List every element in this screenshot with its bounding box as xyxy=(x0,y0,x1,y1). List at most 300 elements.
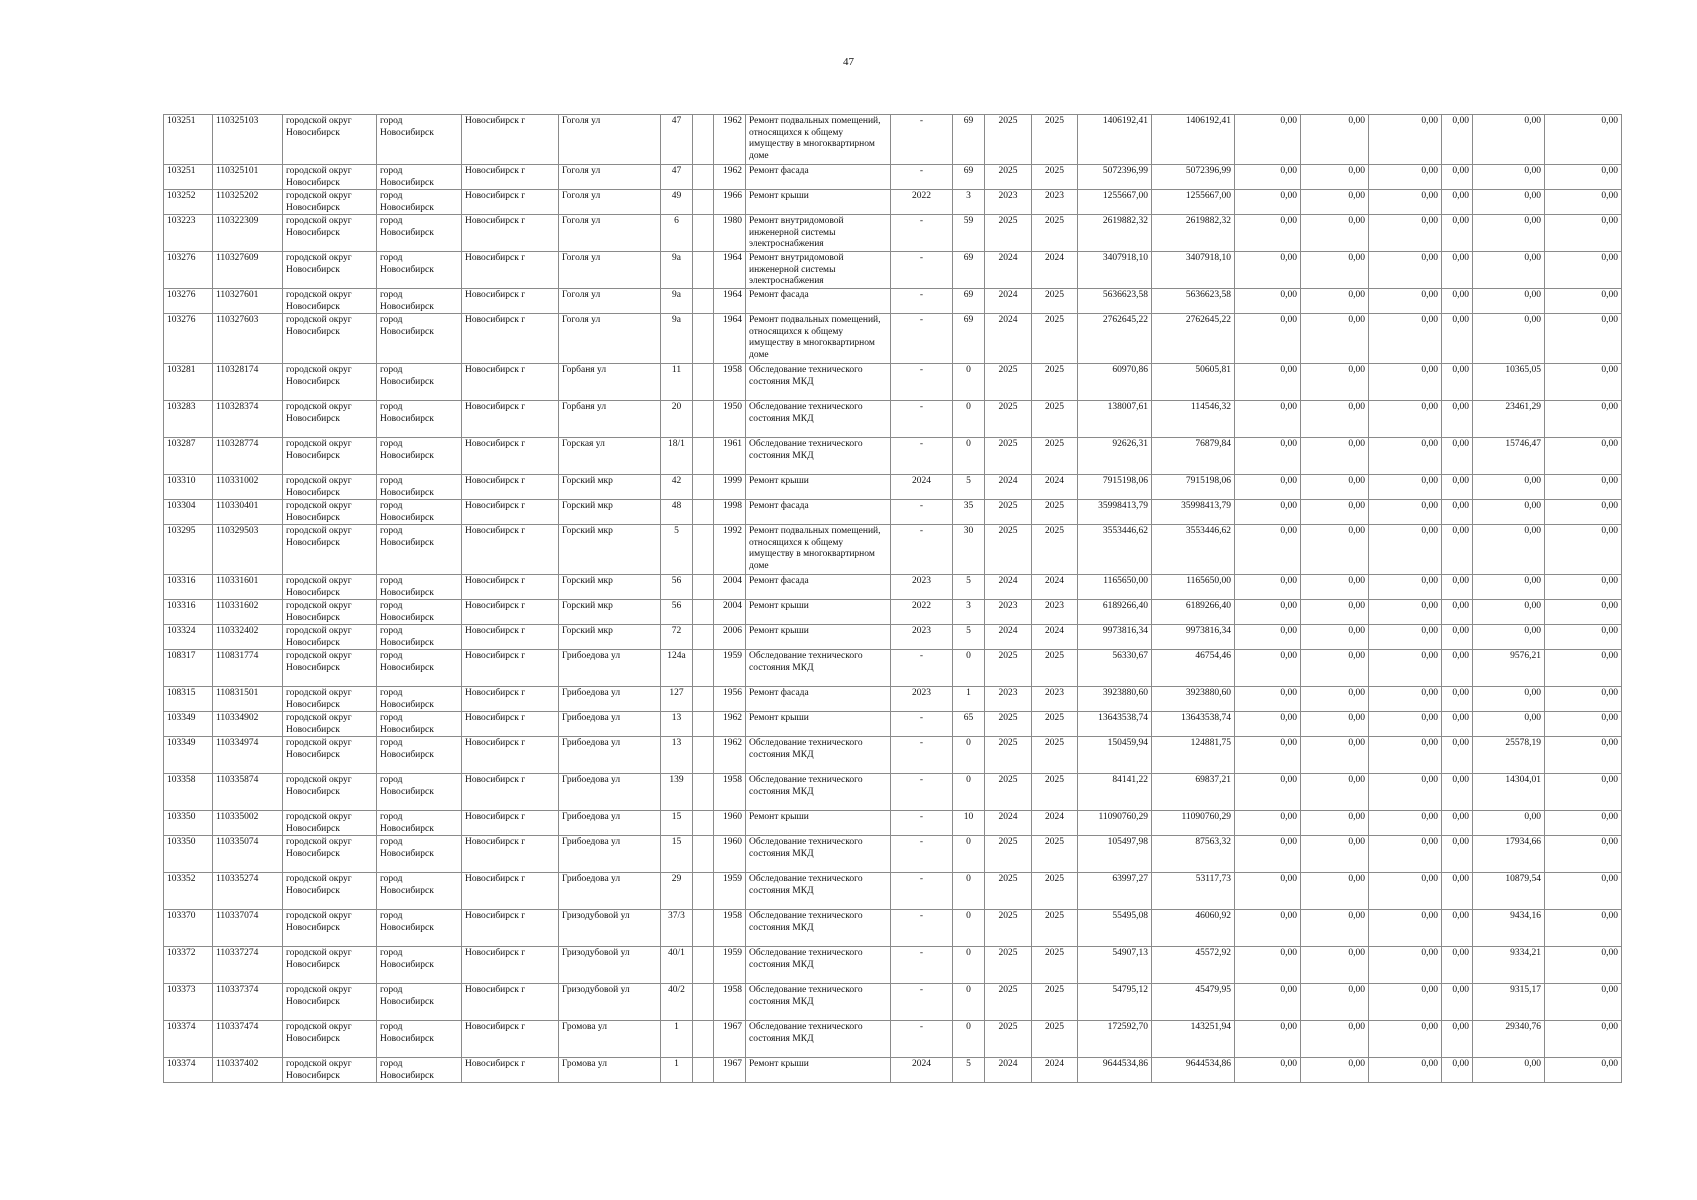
cell-build-year: 1959 xyxy=(714,650,746,687)
table-row xyxy=(164,401,1622,438)
cell-fund-amount: 1406192,41 xyxy=(1152,115,1235,165)
cell-municipal-funds: 0,00 xyxy=(1369,364,1442,401)
cell-total-cost: 3923880,60 xyxy=(1078,687,1152,712)
cell-plan-start-year: 2025 xyxy=(985,737,1032,774)
cell-wear-percent: 0 xyxy=(953,401,985,438)
cell-house-code: 103324 xyxy=(164,625,213,650)
cell-building xyxy=(693,215,714,252)
cell-plan-end-year: 2025 xyxy=(1032,737,1078,774)
cell-build-year: 1958 xyxy=(714,910,746,947)
cell-street: Гоголя ул xyxy=(559,314,661,364)
cell-municipal-district: городской округ Новосибирск xyxy=(283,774,377,811)
cell-house-number: 1 xyxy=(661,1058,693,1083)
cell-plan-start-year: 2023 xyxy=(985,190,1032,215)
cell-federal-funds: 0,00 xyxy=(1235,364,1301,401)
table-row xyxy=(164,525,1622,575)
cell-build-year: 1960 xyxy=(714,836,746,873)
cell-other-funds: 0,00 xyxy=(1442,575,1473,600)
cell-municipal-district: городской округ Новосибирск xyxy=(283,190,377,215)
cell-total-cost: 35998413,79 xyxy=(1078,500,1152,525)
cell-other-funds: 0,00 xyxy=(1442,215,1473,252)
cell-total-cost: 55495,08 xyxy=(1078,910,1152,947)
cell-other-funds: 0,00 xyxy=(1442,1021,1473,1058)
cell-house-code: 103276 xyxy=(164,314,213,364)
cell-federal-funds: 0,00 xyxy=(1235,774,1301,811)
cell-prior-repair-year: - xyxy=(891,873,953,910)
cell-fund-amount: 87563,32 xyxy=(1152,836,1235,873)
cell-street: Горбаня ул xyxy=(559,401,661,438)
cell-extra-funds: 0,00 xyxy=(1545,811,1622,836)
cell-plan-start-year: 2025 xyxy=(985,500,1032,525)
cell-extra-funds: 0,00 xyxy=(1545,575,1622,600)
table-row xyxy=(164,252,1622,289)
cell-settlement: город Новосибирск xyxy=(377,836,462,873)
cell-prior-repair-year: 2024 xyxy=(891,1058,953,1083)
cell-building xyxy=(693,190,714,215)
cell-municipal-district: городской округ Новосибирск xyxy=(283,811,377,836)
cell-wear-percent: 0 xyxy=(953,737,985,774)
cell-city: Новосибирск г xyxy=(462,712,559,737)
cell-build-year: 1960 xyxy=(714,811,746,836)
cell-municipal-district: городской округ Новосибирск xyxy=(283,252,377,289)
cell-build-year: 1958 xyxy=(714,774,746,811)
cell-owners-funds: 0,00 xyxy=(1473,625,1545,650)
cell-regional-funds: 0,00 xyxy=(1301,836,1369,873)
cell-plan-start-year: 2025 xyxy=(985,984,1032,1021)
cell-work-code: 110330401 xyxy=(213,500,283,525)
cell-plan-start-year: 2025 xyxy=(985,438,1032,475)
cell-house-number: 47 xyxy=(661,165,693,190)
cell-house-number: 47 xyxy=(661,115,693,165)
cell-plan-end-year: 2025 xyxy=(1032,314,1078,364)
cell-house-number: 72 xyxy=(661,625,693,650)
cell-plan-start-year: 2024 xyxy=(985,575,1032,600)
cell-work-type: Обследование технического состояния МКД xyxy=(746,438,891,475)
cell-municipal-district: городской округ Новосибирск xyxy=(283,289,377,314)
cell-federal-funds: 0,00 xyxy=(1235,712,1301,737)
cell-prior-repair-year: - xyxy=(891,947,953,984)
cell-plan-end-year: 2024 xyxy=(1032,475,1078,500)
cell-wear-percent: 0 xyxy=(953,650,985,687)
cell-owners-funds: 10365,05 xyxy=(1473,364,1545,401)
cell-municipal-funds: 0,00 xyxy=(1369,687,1442,712)
cell-federal-funds: 0,00 xyxy=(1235,215,1301,252)
cell-municipal-district: городской округ Новосибирск xyxy=(283,1058,377,1083)
cell-municipal-district: городской округ Новосибирск xyxy=(283,712,377,737)
cell-federal-funds: 0,00 xyxy=(1235,190,1301,215)
cell-plan-end-year: 2025 xyxy=(1032,115,1078,165)
cell-wear-percent: 5 xyxy=(953,575,985,600)
cell-municipal-funds: 0,00 xyxy=(1369,165,1442,190)
cell-work-code: 110331601 xyxy=(213,575,283,600)
cell-city: Новосибирск г xyxy=(462,687,559,712)
cell-wear-percent: 0 xyxy=(953,984,985,1021)
cell-plan-end-year: 2025 xyxy=(1032,401,1078,438)
cell-fund-amount: 76879,84 xyxy=(1152,438,1235,475)
cell-federal-funds: 0,00 xyxy=(1235,625,1301,650)
cell-extra-funds: 0,00 xyxy=(1545,984,1622,1021)
cell-build-year: 1967 xyxy=(714,1058,746,1083)
cell-regional-funds: 0,00 xyxy=(1301,687,1369,712)
cell-wear-percent: 59 xyxy=(953,215,985,252)
cell-wear-percent: 0 xyxy=(953,947,985,984)
cell-building xyxy=(693,1021,714,1058)
cell-build-year: 1958 xyxy=(714,984,746,1021)
cell-plan-end-year: 2025 xyxy=(1032,438,1078,475)
cell-street: Грибоедова ул xyxy=(559,687,661,712)
cell-extra-funds: 0,00 xyxy=(1545,401,1622,438)
cell-municipal-funds: 0,00 xyxy=(1369,811,1442,836)
cell-work-type: Ремонт подвальных помещений, относящихся к общему имуществу в многоквартирном доме xyxy=(746,115,891,165)
cell-federal-funds: 0,00 xyxy=(1235,525,1301,575)
cell-street: Горская ул xyxy=(559,438,661,475)
cell-municipal-district: городской округ Новосибирск xyxy=(283,737,377,774)
cell-municipal-district: городской округ Новосибирск xyxy=(283,984,377,1021)
cell-prior-repair-year: - xyxy=(891,500,953,525)
cell-building xyxy=(693,687,714,712)
cell-settlement: город Новосибирск xyxy=(377,947,462,984)
cell-plan-end-year: 2025 xyxy=(1032,215,1078,252)
cell-other-funds: 0,00 xyxy=(1442,836,1473,873)
cell-building xyxy=(693,774,714,811)
cell-house-code: 103223 xyxy=(164,215,213,252)
cell-owners-funds: 0,00 xyxy=(1473,475,1545,500)
cell-wear-percent: 30 xyxy=(953,525,985,575)
cell-extra-funds: 0,00 xyxy=(1545,873,1622,910)
cell-city: Новосибирск г xyxy=(462,947,559,984)
cell-building xyxy=(693,252,714,289)
cell-other-funds: 0,00 xyxy=(1442,873,1473,910)
cell-city: Новосибирск г xyxy=(462,737,559,774)
cell-building xyxy=(693,836,714,873)
cell-street: Громова ул xyxy=(559,1058,661,1083)
cell-work-type: Ремонт крыши xyxy=(746,1058,891,1083)
cell-prior-repair-year: 2023 xyxy=(891,687,953,712)
cell-wear-percent: 1 xyxy=(953,687,985,712)
cell-municipal-funds: 0,00 xyxy=(1369,525,1442,575)
cell-municipal-funds: 0,00 xyxy=(1369,190,1442,215)
cell-house-code: 103276 xyxy=(164,289,213,314)
cell-work-type: Обследование технического состояния МКД xyxy=(746,774,891,811)
cell-regional-funds: 0,00 xyxy=(1301,475,1369,500)
cell-street: Горский мкр xyxy=(559,475,661,500)
cell-wear-percent: 69 xyxy=(953,252,985,289)
cell-city: Новосибирск г xyxy=(462,364,559,401)
cell-plan-start-year: 2025 xyxy=(985,947,1032,984)
cell-building xyxy=(693,314,714,364)
cell-municipal-district: городской округ Новосибирск xyxy=(283,650,377,687)
cell-other-funds: 0,00 xyxy=(1442,475,1473,500)
cell-settlement: город Новосибирск xyxy=(377,289,462,314)
cell-house-number: 9а xyxy=(661,314,693,364)
cell-street: Гризодубовой ул xyxy=(559,910,661,947)
cell-settlement: город Новосибирск xyxy=(377,314,462,364)
cell-settlement: город Новосибирск xyxy=(377,252,462,289)
cell-house-number: 48 xyxy=(661,500,693,525)
cell-owners-funds: 14304,01 xyxy=(1473,774,1545,811)
cell-federal-funds: 0,00 xyxy=(1235,811,1301,836)
cell-work-code: 110327609 xyxy=(213,252,283,289)
cell-fund-amount: 143251,94 xyxy=(1152,1021,1235,1058)
cell-federal-funds: 0,00 xyxy=(1235,984,1301,1021)
cell-other-funds: 0,00 xyxy=(1442,712,1473,737)
cell-owners-funds: 0,00 xyxy=(1473,289,1545,314)
cell-other-funds: 0,00 xyxy=(1442,289,1473,314)
cell-fund-amount: 46060,92 xyxy=(1152,910,1235,947)
cell-plan-end-year: 2025 xyxy=(1032,500,1078,525)
cell-prior-repair-year: - xyxy=(891,774,953,811)
cell-other-funds: 0,00 xyxy=(1442,737,1473,774)
cell-total-cost: 2619882,32 xyxy=(1078,215,1152,252)
cell-work-code: 110327601 xyxy=(213,289,283,314)
cell-street: Горский мкр xyxy=(559,600,661,625)
cell-plan-end-year: 2025 xyxy=(1032,525,1078,575)
cell-city: Новосибирск г xyxy=(462,215,559,252)
cell-build-year: 1964 xyxy=(714,314,746,364)
cell-street: Гризодубовой ул xyxy=(559,984,661,1021)
cell-house-number: 18/1 xyxy=(661,438,693,475)
cell-city: Новосибирск г xyxy=(462,873,559,910)
cell-plan-end-year: 2024 xyxy=(1032,1058,1078,1083)
cell-house-number: 29 xyxy=(661,873,693,910)
cell-plan-end-year: 2025 xyxy=(1032,774,1078,811)
cell-house-code: 103252 xyxy=(164,190,213,215)
cell-plan-start-year: 2024 xyxy=(985,811,1032,836)
cell-municipal-district: городской округ Новосибирск xyxy=(283,364,377,401)
cell-wear-percent: 10 xyxy=(953,811,985,836)
cell-wear-percent: 0 xyxy=(953,364,985,401)
table-row xyxy=(164,314,1622,364)
cell-prior-repair-year: - xyxy=(891,115,953,165)
cell-work-type: Обследование технического состояния МКД xyxy=(746,650,891,687)
cell-owners-funds: 15746,47 xyxy=(1473,438,1545,475)
table-row xyxy=(164,873,1622,910)
table-row xyxy=(164,984,1622,1021)
cell-work-code: 110325101 xyxy=(213,165,283,190)
cell-settlement: город Новосибирск xyxy=(377,364,462,401)
cell-municipal-funds: 0,00 xyxy=(1369,401,1442,438)
cell-municipal-district: городской округ Новосибирск xyxy=(283,500,377,525)
cell-street: Гоголя ул xyxy=(559,252,661,289)
table-row xyxy=(164,712,1622,737)
cell-extra-funds: 0,00 xyxy=(1545,774,1622,811)
cell-plan-start-year: 2025 xyxy=(985,525,1032,575)
cell-building xyxy=(693,525,714,575)
cell-settlement: город Новосибирск xyxy=(377,575,462,600)
cell-fund-amount: 1255667,00 xyxy=(1152,190,1235,215)
cell-plan-start-year: 2025 xyxy=(985,712,1032,737)
cell-work-type: Ремонт фасада xyxy=(746,500,891,525)
cell-wear-percent: 0 xyxy=(953,1021,985,1058)
cell-total-cost: 2762645,22 xyxy=(1078,314,1152,364)
cell-municipal-district: городской округ Новосибирск xyxy=(283,165,377,190)
cell-prior-repair-year: - xyxy=(891,712,953,737)
cell-total-cost: 5636623,58 xyxy=(1078,289,1152,314)
cell-house-code: 103304 xyxy=(164,500,213,525)
cell-building xyxy=(693,873,714,910)
cell-municipal-funds: 0,00 xyxy=(1369,115,1442,165)
cell-federal-funds: 0,00 xyxy=(1235,500,1301,525)
cell-regional-funds: 0,00 xyxy=(1301,873,1369,910)
cell-plan-end-year: 2024 xyxy=(1032,625,1078,650)
cell-municipal-funds: 0,00 xyxy=(1369,836,1442,873)
cell-city: Новосибирск г xyxy=(462,600,559,625)
cell-street: Громова ул xyxy=(559,1021,661,1058)
cell-federal-funds: 0,00 xyxy=(1235,947,1301,984)
cell-build-year: 1999 xyxy=(714,475,746,500)
cell-city: Новосибирск г xyxy=(462,475,559,500)
cell-wear-percent: 0 xyxy=(953,910,985,947)
cell-extra-funds: 0,00 xyxy=(1545,252,1622,289)
cell-city: Новосибирск г xyxy=(462,774,559,811)
cell-federal-funds: 0,00 xyxy=(1235,873,1301,910)
cell-extra-funds: 0,00 xyxy=(1545,836,1622,873)
cell-street: Гоголя ул xyxy=(559,190,661,215)
table-row xyxy=(164,215,1622,252)
table-row xyxy=(164,165,1622,190)
cell-plan-end-year: 2024 xyxy=(1032,575,1078,600)
cell-other-funds: 0,00 xyxy=(1442,165,1473,190)
cell-work-code: 110332402 xyxy=(213,625,283,650)
cell-building xyxy=(693,289,714,314)
cell-prior-repair-year: - xyxy=(891,650,953,687)
cell-owners-funds: 9576,21 xyxy=(1473,650,1545,687)
cell-street: Грибоедова ул xyxy=(559,873,661,910)
cell-prior-repair-year: - xyxy=(891,289,953,314)
cell-settlement: город Новосибирск xyxy=(377,525,462,575)
cell-house-code: 103374 xyxy=(164,1058,213,1083)
cell-plan-start-year: 2025 xyxy=(985,1021,1032,1058)
cell-regional-funds: 0,00 xyxy=(1301,1058,1369,1083)
cell-city: Новосибирск г xyxy=(462,500,559,525)
table-row xyxy=(164,475,1622,500)
cell-municipal-funds: 0,00 xyxy=(1369,910,1442,947)
cell-house-code: 103352 xyxy=(164,873,213,910)
cell-house-number: 49 xyxy=(661,190,693,215)
cell-municipal-funds: 0,00 xyxy=(1369,984,1442,1021)
cell-street: Грибоедова ул xyxy=(559,836,661,873)
cell-municipal-funds: 0,00 xyxy=(1369,650,1442,687)
cell-city: Новосибирск г xyxy=(462,190,559,215)
cell-work-code: 110328174 xyxy=(213,364,283,401)
cell-work-code: 110322309 xyxy=(213,215,283,252)
cell-fund-amount: 3923880,60 xyxy=(1152,687,1235,712)
cell-settlement: город Новосибирск xyxy=(377,712,462,737)
cell-fund-amount: 124881,75 xyxy=(1152,737,1235,774)
cell-regional-funds: 0,00 xyxy=(1301,712,1369,737)
cell-house-code: 103372 xyxy=(164,947,213,984)
cell-municipal-funds: 0,00 xyxy=(1369,314,1442,364)
cell-fund-amount: 53117,73 xyxy=(1152,873,1235,910)
cell-total-cost: 13643538,74 xyxy=(1078,712,1152,737)
cell-build-year: 1964 xyxy=(714,252,746,289)
cell-city: Новосибирск г xyxy=(462,252,559,289)
cell-owners-funds: 10879,54 xyxy=(1473,873,1545,910)
cell-work-code: 110335874 xyxy=(213,774,283,811)
cell-street: Горбаня ул xyxy=(559,364,661,401)
cell-owners-funds: 0,00 xyxy=(1473,215,1545,252)
cell-work-type: Ремонт крыши xyxy=(746,600,891,625)
cell-prior-repair-year: 2023 xyxy=(891,575,953,600)
cell-work-code: 110325202 xyxy=(213,190,283,215)
cell-fund-amount: 2762645,22 xyxy=(1152,314,1235,364)
cell-extra-funds: 0,00 xyxy=(1545,712,1622,737)
cell-prior-repair-year: - xyxy=(891,1021,953,1058)
cell-work-type: Обследование технического состояния МКД xyxy=(746,364,891,401)
table-row xyxy=(164,289,1622,314)
cell-municipal-funds: 0,00 xyxy=(1369,215,1442,252)
cell-wear-percent: 5 xyxy=(953,625,985,650)
cell-building xyxy=(693,811,714,836)
cell-plan-end-year: 2024 xyxy=(1032,252,1078,289)
cell-plan-end-year: 2025 xyxy=(1032,947,1078,984)
cell-wear-percent: 0 xyxy=(953,774,985,811)
cell-fund-amount: 9644534,86 xyxy=(1152,1058,1235,1083)
cell-other-funds: 0,00 xyxy=(1442,650,1473,687)
cell-work-code: 110831501 xyxy=(213,687,283,712)
table-row xyxy=(164,836,1622,873)
cell-work-type: Ремонт фасада xyxy=(746,687,891,712)
cell-plan-start-year: 2025 xyxy=(985,364,1032,401)
cell-building xyxy=(693,165,714,190)
cell-street: Горский мкр xyxy=(559,500,661,525)
cell-house-code: 103251 xyxy=(164,165,213,190)
cell-work-type: Ремонт крыши xyxy=(746,190,891,215)
cell-house-number: 127 xyxy=(661,687,693,712)
cell-building xyxy=(693,575,714,600)
cell-street: Горский мкр xyxy=(559,625,661,650)
cell-plan-start-year: 2024 xyxy=(985,1058,1032,1083)
cell-municipal-funds: 0,00 xyxy=(1369,625,1442,650)
cell-owners-funds: 0,00 xyxy=(1473,600,1545,625)
table-row xyxy=(164,650,1622,687)
cell-plan-end-year: 2025 xyxy=(1032,836,1078,873)
cell-wear-percent: 69 xyxy=(953,289,985,314)
cell-regional-funds: 0,00 xyxy=(1301,252,1369,289)
cell-extra-funds: 0,00 xyxy=(1545,215,1622,252)
cell-building xyxy=(693,984,714,1021)
cell-municipal-district: городской округ Новосибирск xyxy=(283,314,377,364)
cell-regional-funds: 0,00 xyxy=(1301,314,1369,364)
cell-prior-repair-year: - xyxy=(891,525,953,575)
cell-extra-funds: 0,00 xyxy=(1545,314,1622,364)
cell-other-funds: 0,00 xyxy=(1442,687,1473,712)
cell-federal-funds: 0,00 xyxy=(1235,1058,1301,1083)
cell-building xyxy=(693,438,714,475)
cell-regional-funds: 0,00 xyxy=(1301,947,1369,984)
cell-municipal-funds: 0,00 xyxy=(1369,774,1442,811)
cell-municipal-district: городской округ Новосибирск xyxy=(283,910,377,947)
cell-house-code: 103287 xyxy=(164,438,213,475)
table-row xyxy=(164,625,1622,650)
cell-plan-end-year: 2025 xyxy=(1032,984,1078,1021)
cell-work-type: Обследование технического состояния МКД xyxy=(746,947,891,984)
cell-house-number: 40/1 xyxy=(661,947,693,984)
cell-work-code: 110337474 xyxy=(213,1021,283,1058)
cell-house-number: 13 xyxy=(661,712,693,737)
cell-municipal-district: городской округ Новосибирск xyxy=(283,575,377,600)
cell-settlement: город Новосибирск xyxy=(377,984,462,1021)
cell-other-funds: 0,00 xyxy=(1442,190,1473,215)
table-row xyxy=(164,737,1622,774)
cell-building xyxy=(693,364,714,401)
cell-work-code: 110337074 xyxy=(213,910,283,947)
cell-city: Новосибирск г xyxy=(462,289,559,314)
cell-work-code: 110328374 xyxy=(213,401,283,438)
cell-house-number: 15 xyxy=(661,811,693,836)
cell-fund-amount: 5072396,99 xyxy=(1152,165,1235,190)
cell-work-type: Обследование технического состояния МКД xyxy=(746,984,891,1021)
